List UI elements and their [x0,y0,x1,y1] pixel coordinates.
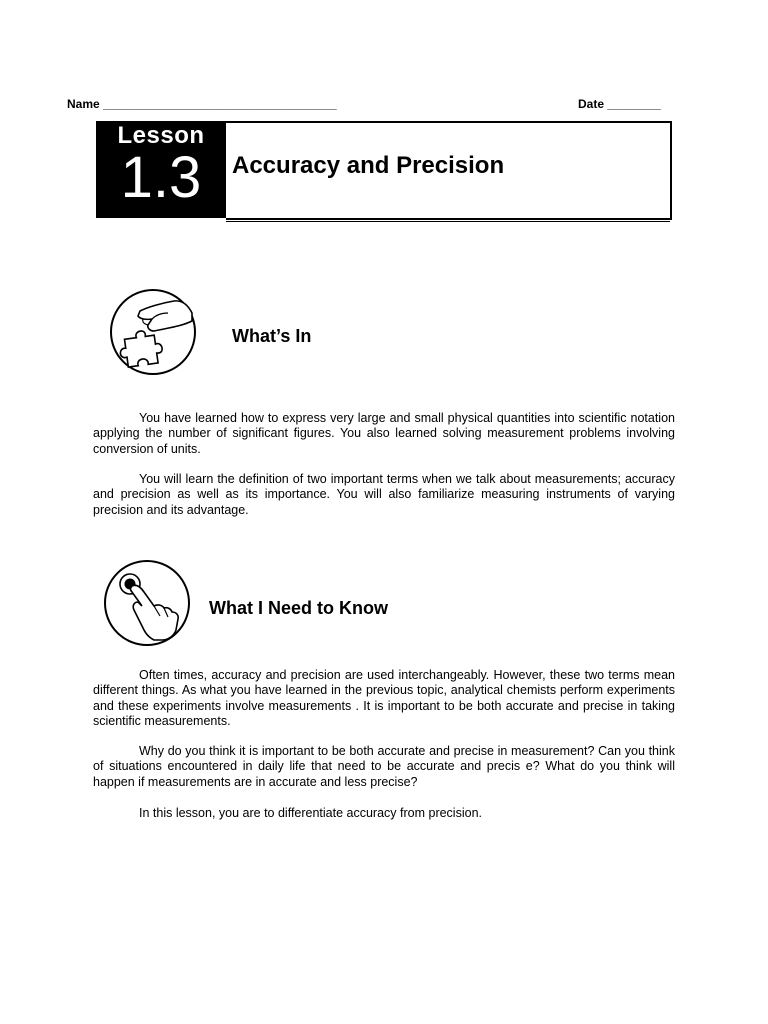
name-field [67,97,337,111]
name-blank: ___________________________________ [103,97,337,111]
puzzle-hand-icon [110,289,196,375]
lesson-word: Lesson [117,122,205,149]
name-label: Name [67,97,100,111]
paragraph: In this lesson, you are to differentiate accuracy from precision. [139,806,482,820]
date-label: Date [578,97,605,111]
lesson-number: 1.3 [120,145,202,210]
paragraph: You have learned how to express very large and small physical quantities into scientific notation applying the number of significant figures. You also learned solving measurement problems involving conversion of units. [93,411,675,456]
lesson-header [96,121,674,220]
paragraph: Often times, accuracy and precision are used interchangeably. However, these two terms mean different things. As what you have learned in the previous topic, analytical chemists perform experiments and these experiments involve measurements . It is important to be both accurate and precise in taking scientific measurements. [93,668,675,728]
section-heading-whats-in: What’s In [232,326,312,346]
lesson-title-frame [226,121,672,220]
section-heading-what-i-need-to-know: What I Need to Know [209,598,388,618]
finger-press-button-icon [104,560,190,646]
date-blank: ________ [607,97,661,111]
date-field [578,97,661,111]
paragraph: Why do you think it is important to be both accurate and precise in measurement? Can you think of situations encountered in daily life that need to be accurate and precis e? What do you think will happen if measurements are in accurate and less precise? [93,744,675,789]
lesson-badge [96,121,226,218]
paragraph: You will learn the definition of two important terms when we talk about measurements; accuracy and precision as well as its importance. You will also familiarize measuring instruments of varying precision and its advantage. [93,472,675,517]
lesson-title: Accuracy and Precision [232,152,505,179]
